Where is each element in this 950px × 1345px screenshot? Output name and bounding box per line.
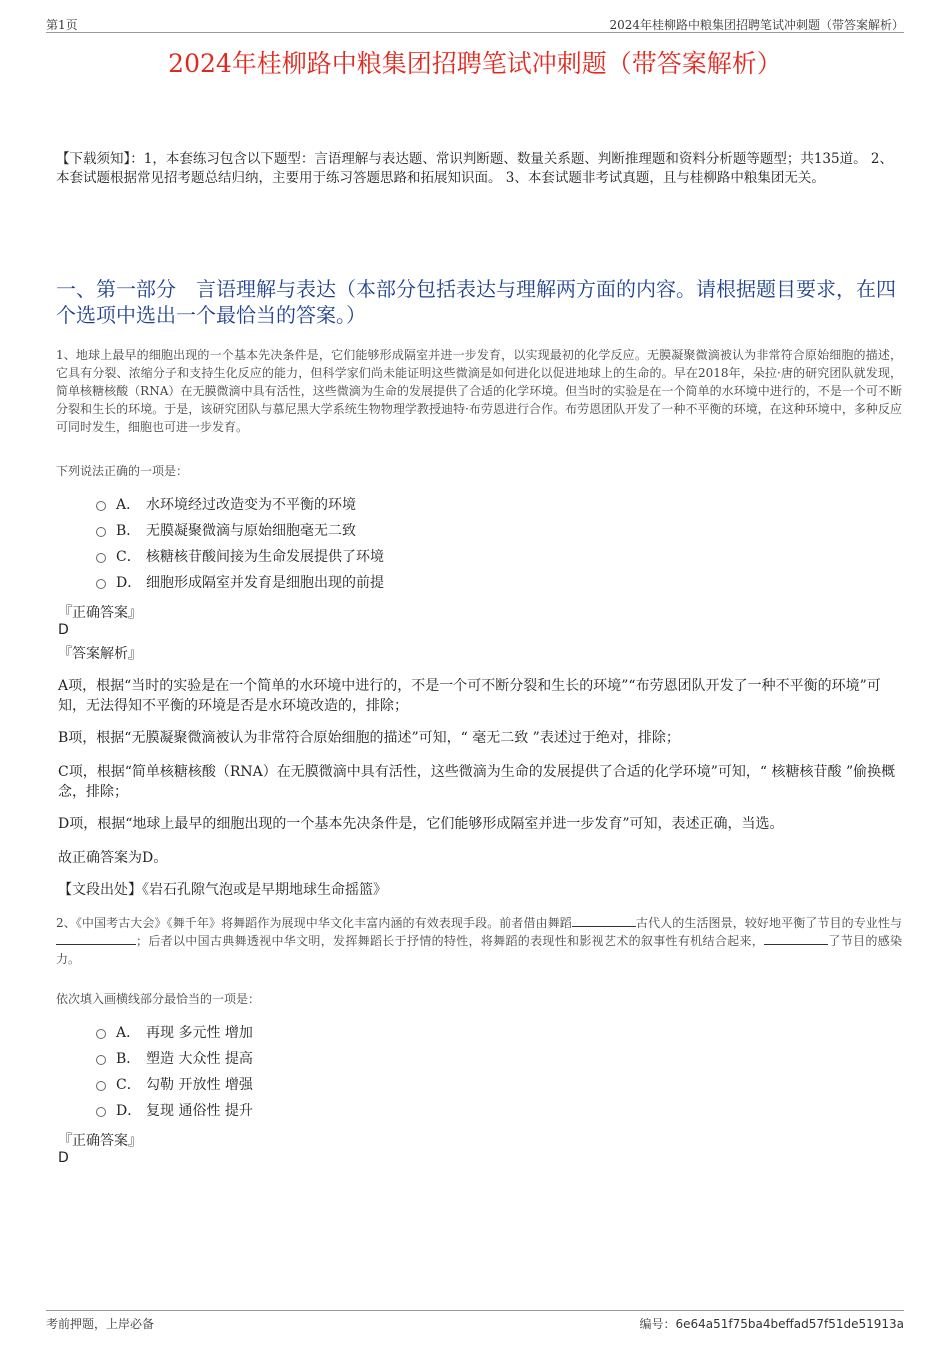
analysis-a: A项，根据“当时的实验是在一个简单的水环境中进行的，不是一个可不断分裂和生长的环境”“布劳恩团队开发了一种不平衡的环境”可知，无法得知不平衡的环境是否是水环境改造的，排除； <box>58 678 881 714</box>
correct-answer: D <box>58 622 69 638</box>
radio-icon[interactable] <box>96 1029 106 1039</box>
correct-answer-label: 『正确答案』 <box>58 1133 142 1149</box>
option-c[interactable]: C． 勾勒 开放性 增强 <box>96 1072 253 1098</box>
radio-icon[interactable] <box>96 579 106 589</box>
question-2-prompt: 依次填入画横线部分最恰当的一项是： <box>56 992 261 1006</box>
download-notice: 【下载须知】：1，本套练习包含以下题型：言语理解与表达题、常识判断题、数量关系题、判断推理题和资料分析题等题型；共135道。 2、本套试题根据常见招考题总结归纳，主要用于练习答题思路和拓展知识面。 3、本套试题非考试真题，且与桂柳路中粮集团无关。 <box>56 151 893 186</box>
page-number: 第1页 <box>46 18 78 32</box>
correct-answer: D <box>58 1150 69 1166</box>
blank-1 <box>572 914 636 927</box>
page-header <box>46 14 904 33</box>
header-doc-title: 2024年桂柳路中粮集团招聘笔试冲刺题（带答案解析） <box>609 18 904 32</box>
radio-icon[interactable] <box>96 1107 106 1117</box>
document-code: 编号：6e64a51f75ba4beffad57f51de51913a <box>639 1317 904 1331</box>
page-title: 2024年桂柳路中粮集团招聘笔试冲刺题（带答案解析） <box>168 49 782 78</box>
radio-icon[interactable] <box>96 1055 106 1065</box>
footer-slogan: 考前押题，上岸必备 <box>46 1317 155 1331</box>
question-2-stem: 2、《中国考古大会》《舞千年》将舞蹈作为展现中华文化丰富内涵的有效表现手段。前者借由舞蹈 古代人的生活图景，较好地平衡了节目的专业性与；后者以中国古典舞透视中华文明，发挥舞蹈长于抒情的特性，将舞蹈的表现性和影视艺术的叙事性有机结合起来， 了节目的感染力。 <box>56 916 902 966</box>
source-citation: 【文段出处】《岩石孔隙气泡或是早期地球生命摇篮》 <box>58 882 387 898</box>
analysis-d: D项，根据“地球上最早的细胞出现的一个基本先决条件是，它们能够形成隔室并进一步发育”可知，表述正确，当选。 <box>58 816 784 832</box>
option-b[interactable]: B． 塑造 大众性 提高 <box>96 1046 253 1072</box>
option-d[interactable]: D． 细胞形成隔室并发育是细胞出现的前提 <box>96 570 384 596</box>
analysis-b: B项，根据“无膜凝聚微滴被认为非常符合原始细胞的描述”可知，“ 毫无二致 ”表述过于绝对，排除； <box>58 730 680 746</box>
analysis-c: C项，根据“简单核糖核酸（RNA）在无膜微滴中具有活性，这些微滴为生命的发展提供了合适的化学环境”可知，“ 核糖核苷酸 ”偷换概念，排除； <box>58 764 896 800</box>
option-d[interactable]: D． 复现 通俗性 提升 <box>96 1098 253 1124</box>
section-heading: 一、第一部分 言语理解与表达（本部分包括表达与理解两方面的内容。请根据题目要求，在四个选项中选出一个最恰当的答案。） <box>56 277 896 327</box>
question-2-options <box>96 1020 253 1124</box>
radio-icon[interactable] <box>96 501 106 511</box>
page-footer <box>46 1310 904 1335</box>
option-a[interactable]: A． 再现 多元性 增加 <box>96 1020 253 1046</box>
blank-3 <box>764 932 828 945</box>
option-a[interactable]: A． 水环境经过改造变为不平衡的环境 <box>96 492 384 518</box>
radio-icon[interactable] <box>96 1081 106 1091</box>
analysis-label: 『答案解析』 <box>58 646 142 662</box>
correct-answer-label: 『正确答案』 <box>58 605 142 621</box>
question-1-prompt: 下列说法正确的一项是： <box>56 464 189 478</box>
option-c[interactable]: C． 核糖核苷酸间接为生命发展提供了环境 <box>96 544 384 570</box>
question-1-stem: 1、地球上最早的细胞出现的一个基本先决条件是，它们能够形成隔室并进一步发育，以实现最初的化学反应。无膜凝聚微滴被认为非常符合原始细胞的描述，它具有分裂、浓缩分子和支持生化反应的能力，但科学家们尚未能证明这些微滴是如何进化以促进地球上的生命的。早在2018年，朵拉·唐的研究团队就发现，简单核糖核酸（RNA）在无膜微滴中具有活性，这些微滴为生命的发展提供了合适的化学环境。但当时的实验是在一个简单的水环境中进行的，不是一个可不断分裂和生长的环境。于是，该研究团队与慕尼黑大学系统生物物理学教授迪特·布劳恩进行合作。布劳恩团队开发了一种不平衡的环境，在这种环境中，多种反应可同时发生，细胞也可进一步发育。 <box>56 348 902 434</box>
question-1-options <box>96 492 384 596</box>
radio-icon[interactable] <box>96 527 106 537</box>
analysis-conclusion: 故正确答案为D。 <box>58 850 168 866</box>
option-b[interactable]: B． 无膜凝聚微滴与原始细胞毫无二致 <box>96 518 384 544</box>
blank-2 <box>56 932 136 945</box>
radio-icon[interactable] <box>96 553 106 563</box>
